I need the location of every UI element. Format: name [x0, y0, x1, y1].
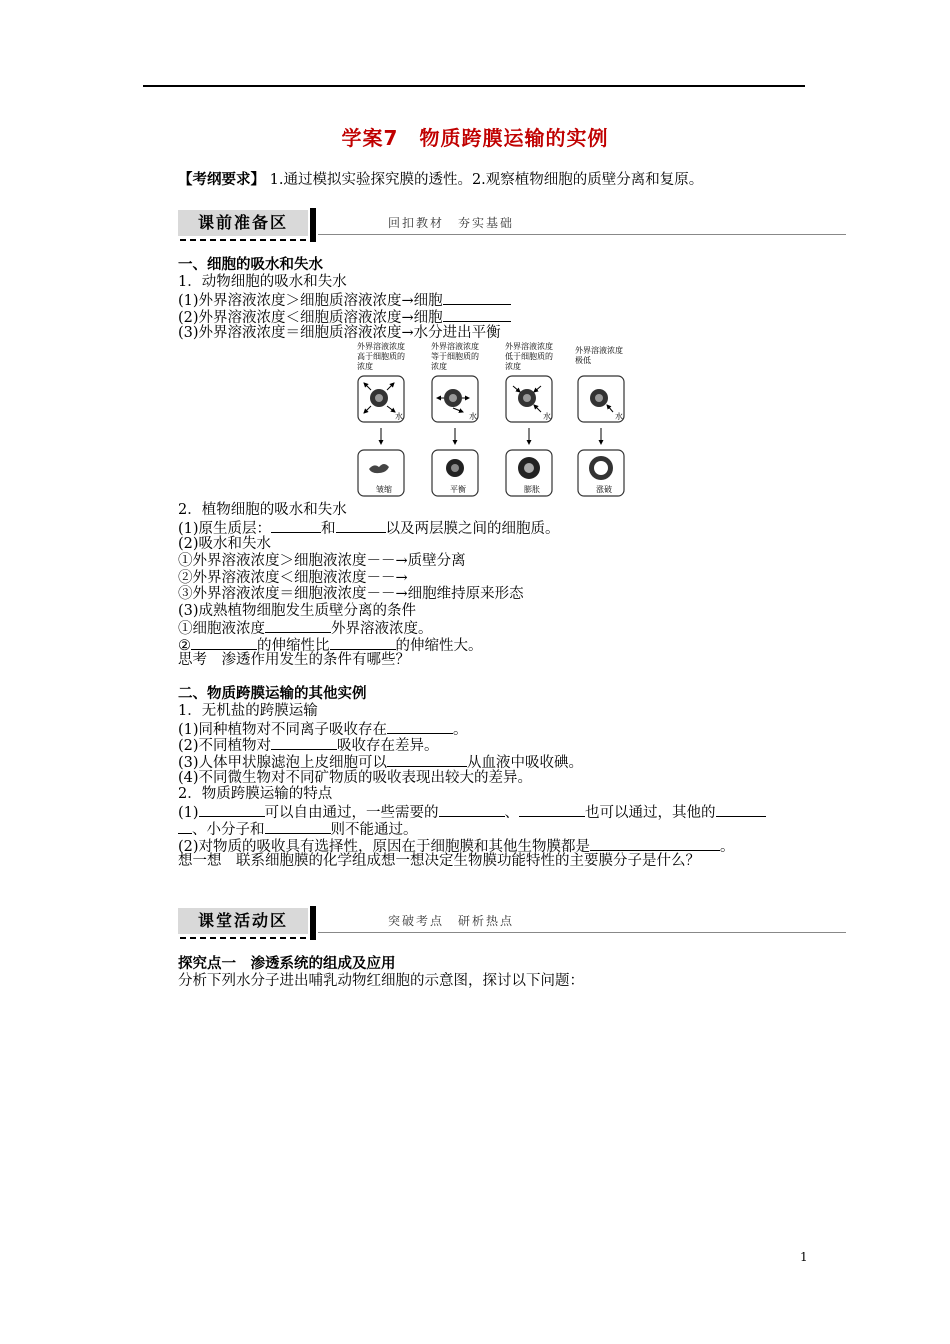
condition-label: 外界溶液浓度等于细胞质的浓度 [431, 342, 479, 371]
text-line: ②外界溶液浓度＜细胞液浓度－－→ [178, 570, 408, 586]
banner-bar [310, 208, 316, 242]
text-line: 2．植物细胞的吸水和失水 [178, 502, 347, 518]
condition-label: 外界溶液浓度高于细胞质的浓度 [357, 342, 405, 371]
text-line: (1)原生质层： 和 以及两层膜之间的细胞质。 [178, 521, 560, 537]
text-line: (1) 可以自由通过，一些需要的 、 也可以通过，其他的 [178, 803, 766, 822]
text-line: ①细胞液浓度 外界溶液浓度。 [178, 621, 433, 637]
text-line: 1．动物细胞的吸水和失水 [178, 274, 347, 290]
text-line: (2)对物质的吸收具有选择性，原因在于细胞膜和其他生物膜都是 。 [178, 839, 735, 855]
result-label: 膨胀 [524, 485, 540, 494]
banner-tag: 课前准备区 [178, 210, 308, 236]
section-heading: 一、细胞的吸水和失水 [178, 257, 323, 273]
water-label: 水 [543, 412, 551, 421]
page-title: 学案7 物质跨膜运输的实例 [341, 126, 609, 150]
text-line: 2．物质跨膜运输的特点 [178, 786, 333, 802]
fill-blank[interactable] [265, 820, 331, 834]
water-label: 水 [615, 412, 623, 421]
text-line: (2)吸水和失水 [178, 536, 272, 552]
fill-blank[interactable] [191, 636, 257, 650]
section-banner-in-class [178, 906, 846, 942]
fill-blank[interactable] [443, 291, 511, 305]
water-label: 水 [469, 412, 477, 421]
banner-subtitle: 回扣教材 夯实基础 [388, 216, 515, 230]
fill-blank[interactable] [178, 820, 192, 834]
banner-dash [180, 937, 306, 939]
text-line: 1．无机盐的跨膜运输 [178, 703, 318, 719]
text-line: (3)外界溶液浓度＝细胞质溶液浓度→水分进出平衡 [178, 325, 501, 341]
text-line: (4)不同微生物对不同矿物质的吸收表现出较大的差异。 [178, 770, 533, 786]
fill-blank[interactable] [387, 720, 453, 734]
fill-blank[interactable] [271, 736, 337, 750]
fill-blank[interactable] [443, 308, 511, 322]
text-line: ③外界溶液浓度＝细胞液浓度－－→细胞维持原来形态 [178, 586, 524, 602]
page-number: 1 [800, 1250, 808, 1264]
fill-blank[interactable] [336, 519, 386, 533]
requirement-label: 【考纲要求】 [178, 172, 265, 188]
fill-blank[interactable] [199, 803, 265, 817]
think-question: 想一想 联系细胞膜的化学组成想一想决定生物膜功能特性的主要膜分子是什么？ [178, 853, 700, 869]
text-line: 分析下列水分子进出哺乳动物红细胞的示意图，探讨以下问题： [178, 973, 584, 989]
text-line: 、小分子和 则不能通过。 [178, 820, 418, 839]
banner-subtitle: 突破考点 研析热点 [388, 914, 515, 928]
banner-bar [310, 906, 316, 940]
text-line: (3)人体甲状腺滤泡上皮细胞可以 从血液中吸收碘。 [178, 755, 584, 771]
fill-blank[interactable] [387, 753, 467, 767]
fill-blank[interactable] [439, 803, 505, 817]
banner-rule [318, 234, 846, 235]
text-line: (3)成熟植物细胞发生质壁分离的条件 [178, 603, 417, 619]
text-line: ①外界溶液浓度＞细胞液浓度－－→质壁分离 [178, 553, 466, 569]
text-line: (2)外界溶液浓度＜细胞质溶液浓度→细胞 [178, 308, 511, 327]
text-line: (2)不同植物对 吸收存在差异。 [178, 738, 439, 754]
fill-blank[interactable] [590, 837, 720, 851]
banner-tag: 课堂活动区 [178, 908, 308, 934]
text-line: (1)同种植物对不同离子吸收存在 。 [178, 722, 468, 738]
text-line: (1)外界溶液浓度＞细胞质溶液浓度→细胞 [178, 291, 511, 310]
fill-blank[interactable] [330, 636, 396, 650]
header-rule [143, 85, 805, 87]
water-label: 水 [395, 412, 403, 421]
condition-label: 外界溶液浓度低于细胞质的浓度 [505, 342, 553, 371]
section-banner-pre-class [178, 208, 846, 244]
think-question: 思考 渗透作用发生的条件有哪些？ [178, 652, 410, 668]
result-label: 皱缩 [376, 485, 392, 494]
red-blood-cell-diagram [355, 342, 633, 500]
condition-label: 外界溶液浓度极低 [575, 346, 623, 365]
result-label: 涨破 [596, 485, 612, 494]
section-heading: 二、物质跨膜运输的其他实例 [178, 686, 367, 702]
fill-blank[interactable] [265, 619, 331, 633]
fill-blank[interactable] [716, 803, 766, 817]
exam-requirement [178, 172, 703, 189]
result-label: 平衡 [450, 485, 466, 494]
banner-rule [318, 932, 846, 933]
banner-dash [180, 239, 306, 241]
section-heading: 探究点一 渗透系统的组成及应用 [178, 956, 396, 972]
text-line: ② 的伸缩性比 的伸缩性大。 [178, 638, 483, 654]
fill-blank[interactable] [271, 519, 321, 533]
requirement-text: 1.通过模拟实验探究膜的透性。2.观察植物细胞的质壁分离和复原。 [269, 172, 704, 188]
fill-blank[interactable] [519, 803, 585, 817]
